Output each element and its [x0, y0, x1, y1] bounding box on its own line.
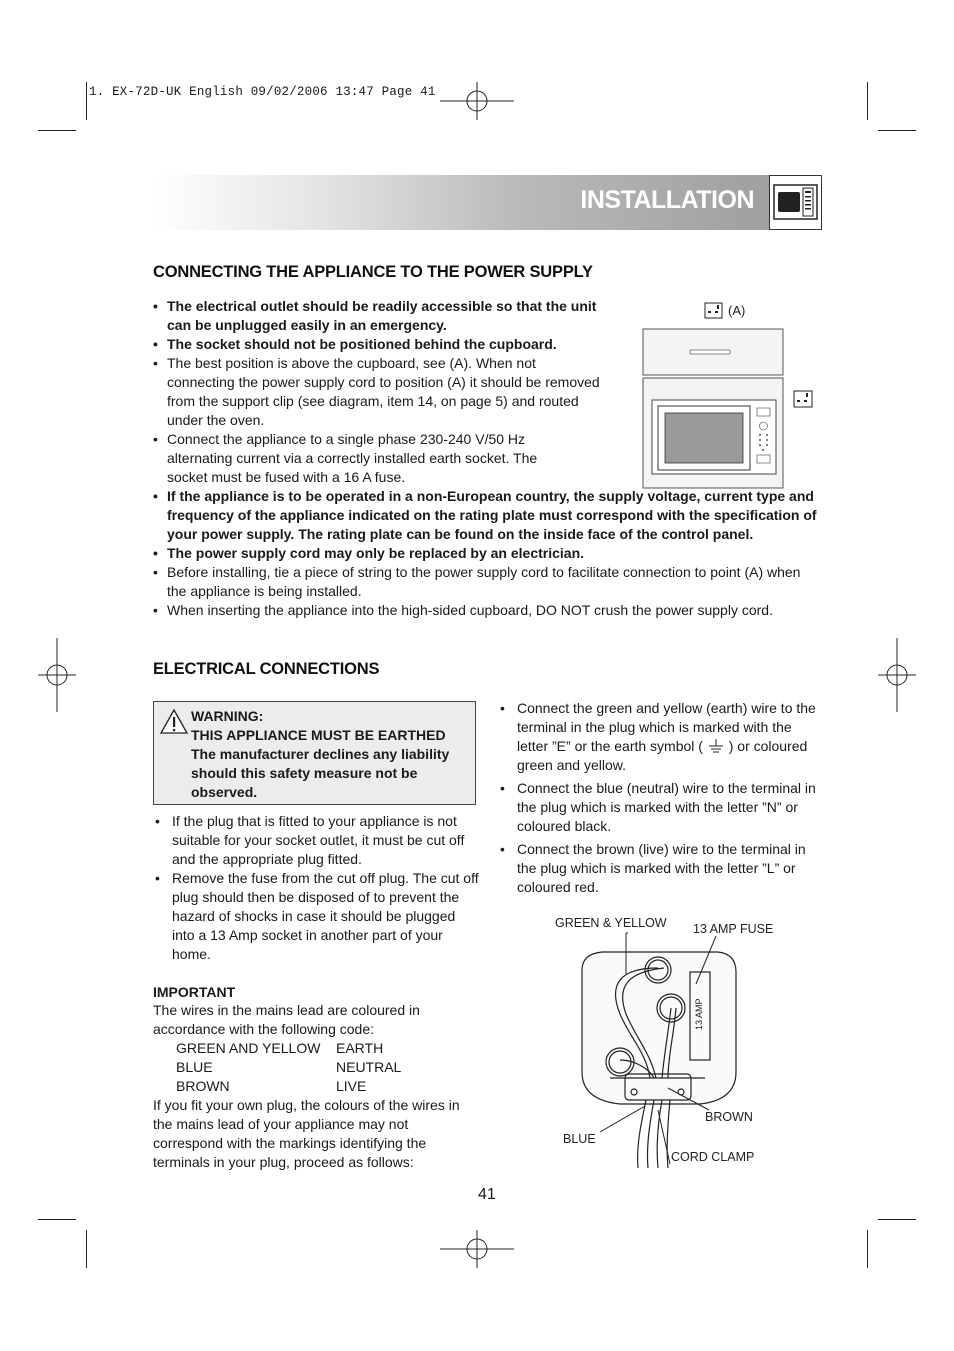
list-item: • Connect the appliance to a single phase 230-240 V/50 Hz alternating current via a correctly installed earth socket. The socket must be fused with a 16 A fuse.: [153, 430, 567, 487]
list-item: • Before installing, tie a piece of string to the power supply cord to facilitate connection to point (A) when the appliance is being installed.: [153, 563, 821, 601]
list-item: • If the appliance is to be operated in a non-European country, the supply voltage, current type and frequency of the appliance indicated on the rating plate must correspond with the specification of your power supply. The rating plate can be found on the inside face of the control panel.: [153, 487, 821, 544]
warning-heading: WARNING:: [191, 708, 264, 724]
list-item: • The socket should not be positioned behind the cupboard.: [153, 335, 627, 354]
wire-meaning: LIVE: [336, 1078, 367, 1094]
right-bullet-list: [498, 699, 824, 897]
plug-drawing: [550, 910, 780, 1170]
earth-bullet-text: Connect the green and yellow (earth) wire to the terminal in the plug which is marked with the letter ”E” or the earth symbol (: [517, 700, 816, 754]
wire-colour: BROWN: [176, 1078, 230, 1094]
left-bullet-list: [153, 812, 479, 964]
important-outro: If you fit your own plug, the colours of the wires in the mains lead of your appliance may not correspond with the markings identifying the terminals in your plug, proceed as follows:: [153, 1097, 460, 1170]
wire-colour: GREEN AND YELLOW: [176, 1040, 321, 1056]
list-item: • Connect the blue (neutral) wire to the terminal in the plug which is marked with the letter ”N” or coloured black.: [498, 779, 824, 836]
print-slug: 1. EX-72D-UK English 09/02/2006 13:47 Page 41: [89, 85, 436, 99]
important-heading: IMPORTANT: [153, 984, 236, 1000]
microwave-icon: [769, 175, 822, 230]
warning-line-liability: The manufacturer declines any liability should this safety measure not be observed.: [191, 746, 450, 800]
figure-label-a: (A): [728, 303, 746, 318]
list-item: • The electrical outlet should be readily accessible so that the unit can be unplugged easily in an emergency.: [153, 297, 608, 335]
label-cord-clamp: CORD CLAMP: [671, 1150, 755, 1164]
wire-meaning: NEUTRAL: [336, 1059, 402, 1075]
page-number: 41: [478, 1186, 496, 1203]
list-item: [498, 699, 824, 775]
list-item: • The best position is above the cupboard, see (A). When not connecting the power supply cord to position (A) it should be removed from the support clip (see diagram, item 14, on page 5) and routed under the oven.: [153, 354, 607, 430]
table-row: [176, 1058, 401, 1077]
list-item: • When inserting the appliance into the high-sided cupboard, DO NOT crush the power supply cord.: [153, 601, 821, 620]
section-title-electrical: ELECTRICAL CONNECTIONS: [153, 660, 380, 678]
table-row: [176, 1077, 401, 1096]
built-in-oven-drawing: [640, 328, 820, 490]
installation-figure: [640, 298, 820, 490]
warning-line-earthed: THIS APPLIANCE MUST BE EARTHED: [191, 727, 446, 743]
label-green-yellow: GREEN & YELLOW: [555, 916, 667, 930]
label-brown: BROWN: [705, 1110, 753, 1124]
wire-meaning: EARTH: [336, 1040, 384, 1056]
wire-colour: BLUE: [176, 1059, 213, 1075]
list-item: • The power supply cord may only be replaced by an electrician.: [153, 544, 821, 563]
earth-symbol-icon: [707, 739, 725, 753]
header-banner: [153, 175, 822, 230]
fuse-marking: 13 AMP: [694, 998, 704, 1030]
list-item: • Connect the brown (live) wire to the terminal in the plug which is marked with the letter ”L” or coloured red.: [498, 840, 824, 897]
warning-text: [191, 707, 473, 802]
warning-box: [153, 701, 476, 805]
section-title-power-supply: CONNECTING THE APPLIANCE TO THE POWER SUPPLY: [153, 263, 593, 281]
power-supply-bullets-bottom: [153, 487, 821, 620]
label-blue: BLUE: [563, 1132, 596, 1146]
wire-colour-code-table: [176, 1039, 401, 1096]
page-title: INSTALLATION: [580, 186, 754, 214]
power-supply-bullets-top: [153, 297, 608, 487]
label-13-amp-fuse: 13 AMP FUSE: [693, 922, 774, 936]
list-item: • Remove the fuse from the cut off plug. The cut off plug should then be disposed of to prevent the hazard of shocks in case it should be plugged into a 13 Amp socket in another part of your home.: [153, 869, 479, 964]
plug-wiring-diagram: [550, 910, 780, 1170]
table-row: [176, 1039, 401, 1058]
warning-triangle-icon: [159, 708, 189, 735]
important-intro: The wires in the mains lead are coloured in accordance with the following code:: [153, 1002, 420, 1037]
earth-bullet-text-end: ) or coloured green and yellow.: [517, 738, 808, 773]
list-item: • If the plug that is fitted to your appliance is not suitable for your socket outlet, it must be cut off and the appropriate plug fitted.: [153, 812, 479, 869]
socket-icon: [704, 302, 724, 320]
